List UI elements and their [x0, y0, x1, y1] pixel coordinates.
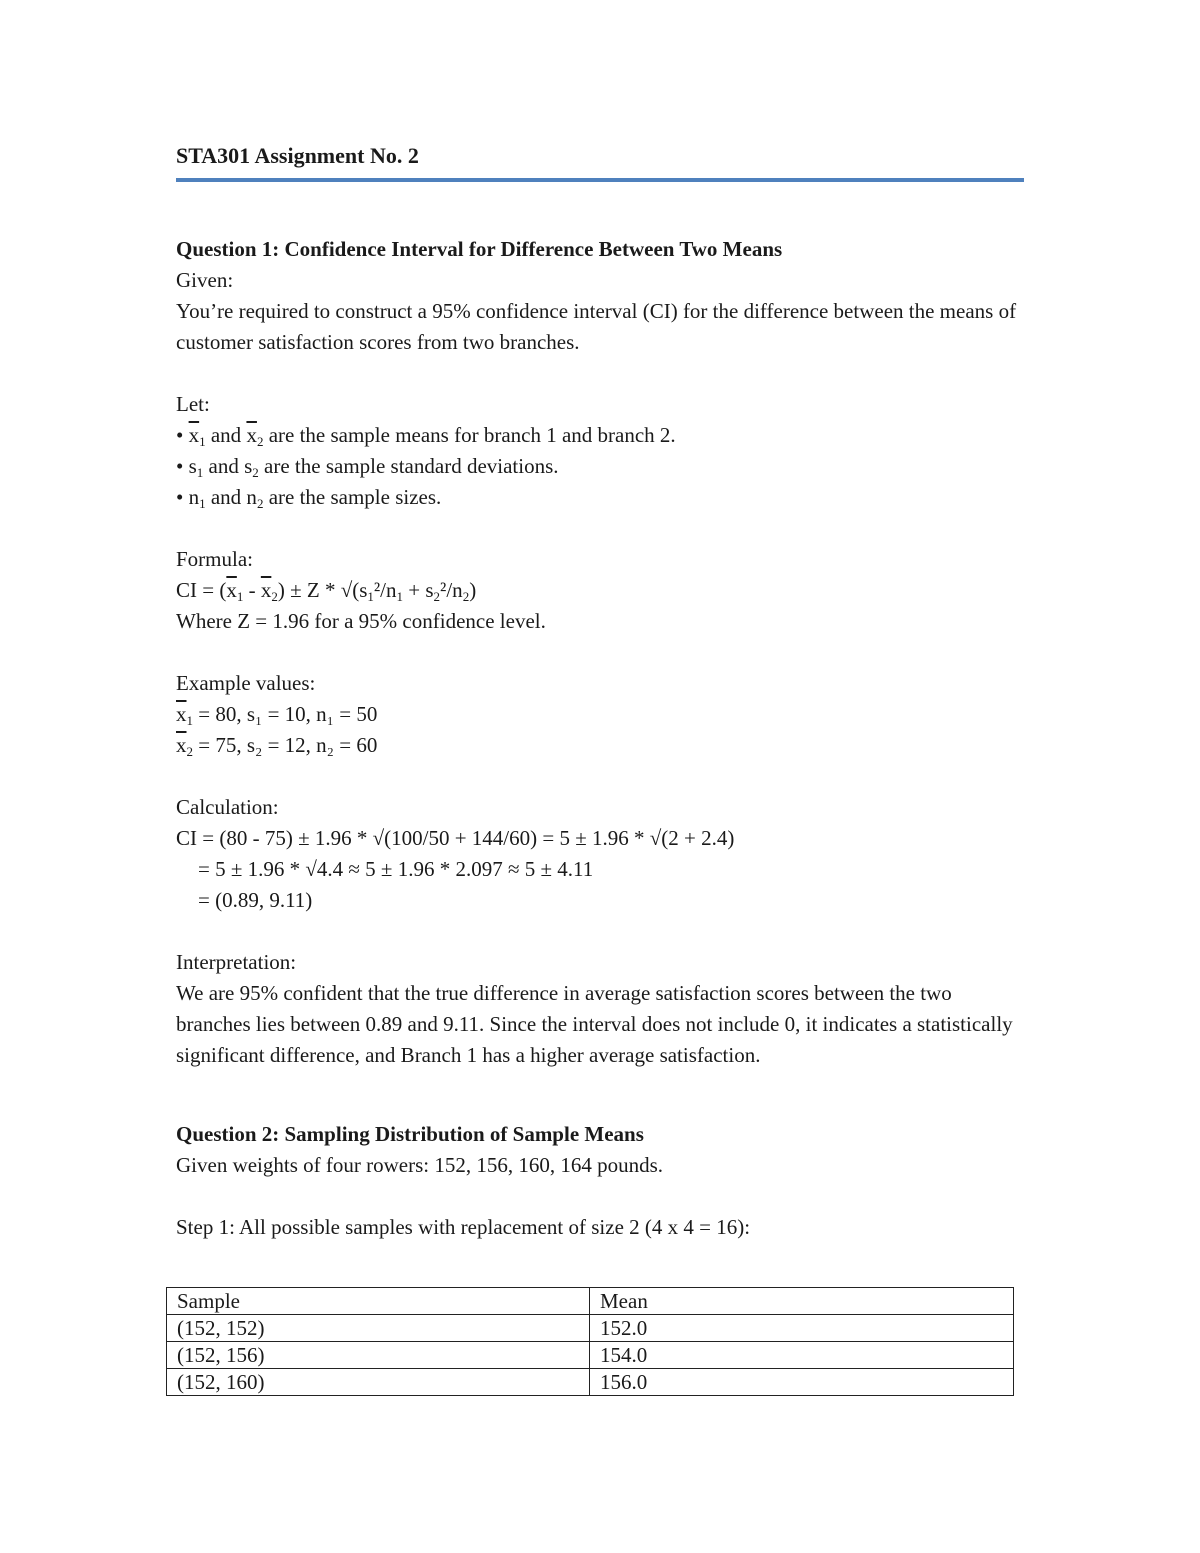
calc-line-1: CI = (80 - 75) ± 1.96 * √(100/50 + 144/60) = 5 ± 1.96 * √(2 + 2.4) — [176, 826, 735, 850]
table-row — [167, 1342, 1014, 1369]
sample-cell: (152, 160) — [167, 1369, 590, 1396]
question-1-heading: Question 1: Confidence Interval for Difference Between Two Means — [176, 237, 783, 261]
bullet-stddev: • $s_1$ and $s_2$ are the sample standard deviations. — [176, 454, 559, 480]
bullet-sizes-text: are the sample sizes. — [268, 485, 442, 509]
sample-cell: (152, 156) — [167, 1342, 590, 1369]
sample-cell: (152, 152) — [167, 1315, 590, 1342]
formula-expression: CI = $(\overline{x}_1 - \overline{x}_2) \pm Z * √(s_1^2/n_1 + s_2^2/n_2)$ — [176, 578, 477, 604]
example-branch-1-text: = 80, s₁ = 10, n₁ = 50 — [193, 702, 378, 726]
example-branch-1: $\overline{x}_1 = 80$, s₁ = 10, n₁ = 50 — [176, 702, 378, 728]
mean-cell: 154.0 — [590, 1342, 1014, 1369]
table-row — [167, 1369, 1014, 1396]
bullet-means-text: are the sample means for branch 1 and branch 2. — [268, 423, 676, 447]
question-2-heading: Question 2: Sampling Distribution of Sample Means — [176, 1122, 644, 1146]
example-label: Example values: — [176, 671, 316, 695]
given-label: Given: — [176, 268, 234, 292]
document-title: STA301 Assignment No. 2 — [176, 143, 419, 168]
given-text: You’re required to construct a 95% confidence interval (CI) for the difference between the means of customer satisfaction scores from two branches. — [176, 299, 1017, 354]
calc-line-2: = 5 ± 1.96 * √4.4 ≈ 5 ± 1.96 * 2.097 ≈ 5 ± 4.11 — [198, 857, 594, 881]
bullet-sizes: • $n_1$ and $n_2$ are the sample sizes. — [176, 485, 442, 511]
formula-where: Where Z = 1.96 for a 95% confidence level. — [176, 609, 546, 633]
header-sample: Sample — [167, 1288, 590, 1315]
mean-cell: 156.0 — [590, 1369, 1014, 1396]
example-branch-2: $\overline{x}_2 = 75$, s₂ = 12, n₂ = 60 — [176, 733, 378, 759]
table-row — [167, 1315, 1014, 1342]
calc-label: Calculation: — [176, 795, 279, 819]
samples-table — [166, 1287, 1014, 1396]
table-header-row — [167, 1288, 1014, 1315]
mean-cell: 152.0 — [590, 1315, 1014, 1342]
formula-label: Formula: — [176, 547, 253, 571]
interpretation-text: We are 95% confident that the true difference in average satisfaction scores between the two branches lies between 0.89 and 9.11. Since the interval does not include 0, it indicates a statistically significant difference, and Branch 1 has a higher average satisfaction. — [176, 981, 1013, 1067]
bullet-means: • $\overline{x}_1$ and $\overline{x}_2$ are the sample means for branch 1 and branch 2. — [176, 423, 676, 449]
calc-line-3: = (0.89, 9.11) — [198, 888, 313, 912]
document-page — [176, 140, 1026, 1243]
let-label: Let: — [176, 392, 210, 416]
q2-given-text: Given weights of four rowers: 152, 156, 160, 164 pounds. — [176, 1153, 664, 1177]
header-mean: Mean — [590, 1288, 1014, 1315]
step-1-text: Step 1: All possible samples with replacement of size 2 (4 x 4 = 16): — [176, 1215, 751, 1239]
bullet-stddev-text: are the sample standard deviations. — [264, 454, 559, 478]
interpretation-label: Interpretation: — [176, 950, 297, 974]
example-branch-2-text: = 75, s₂ = 12, n₂ = 60 — [193, 733, 378, 757]
